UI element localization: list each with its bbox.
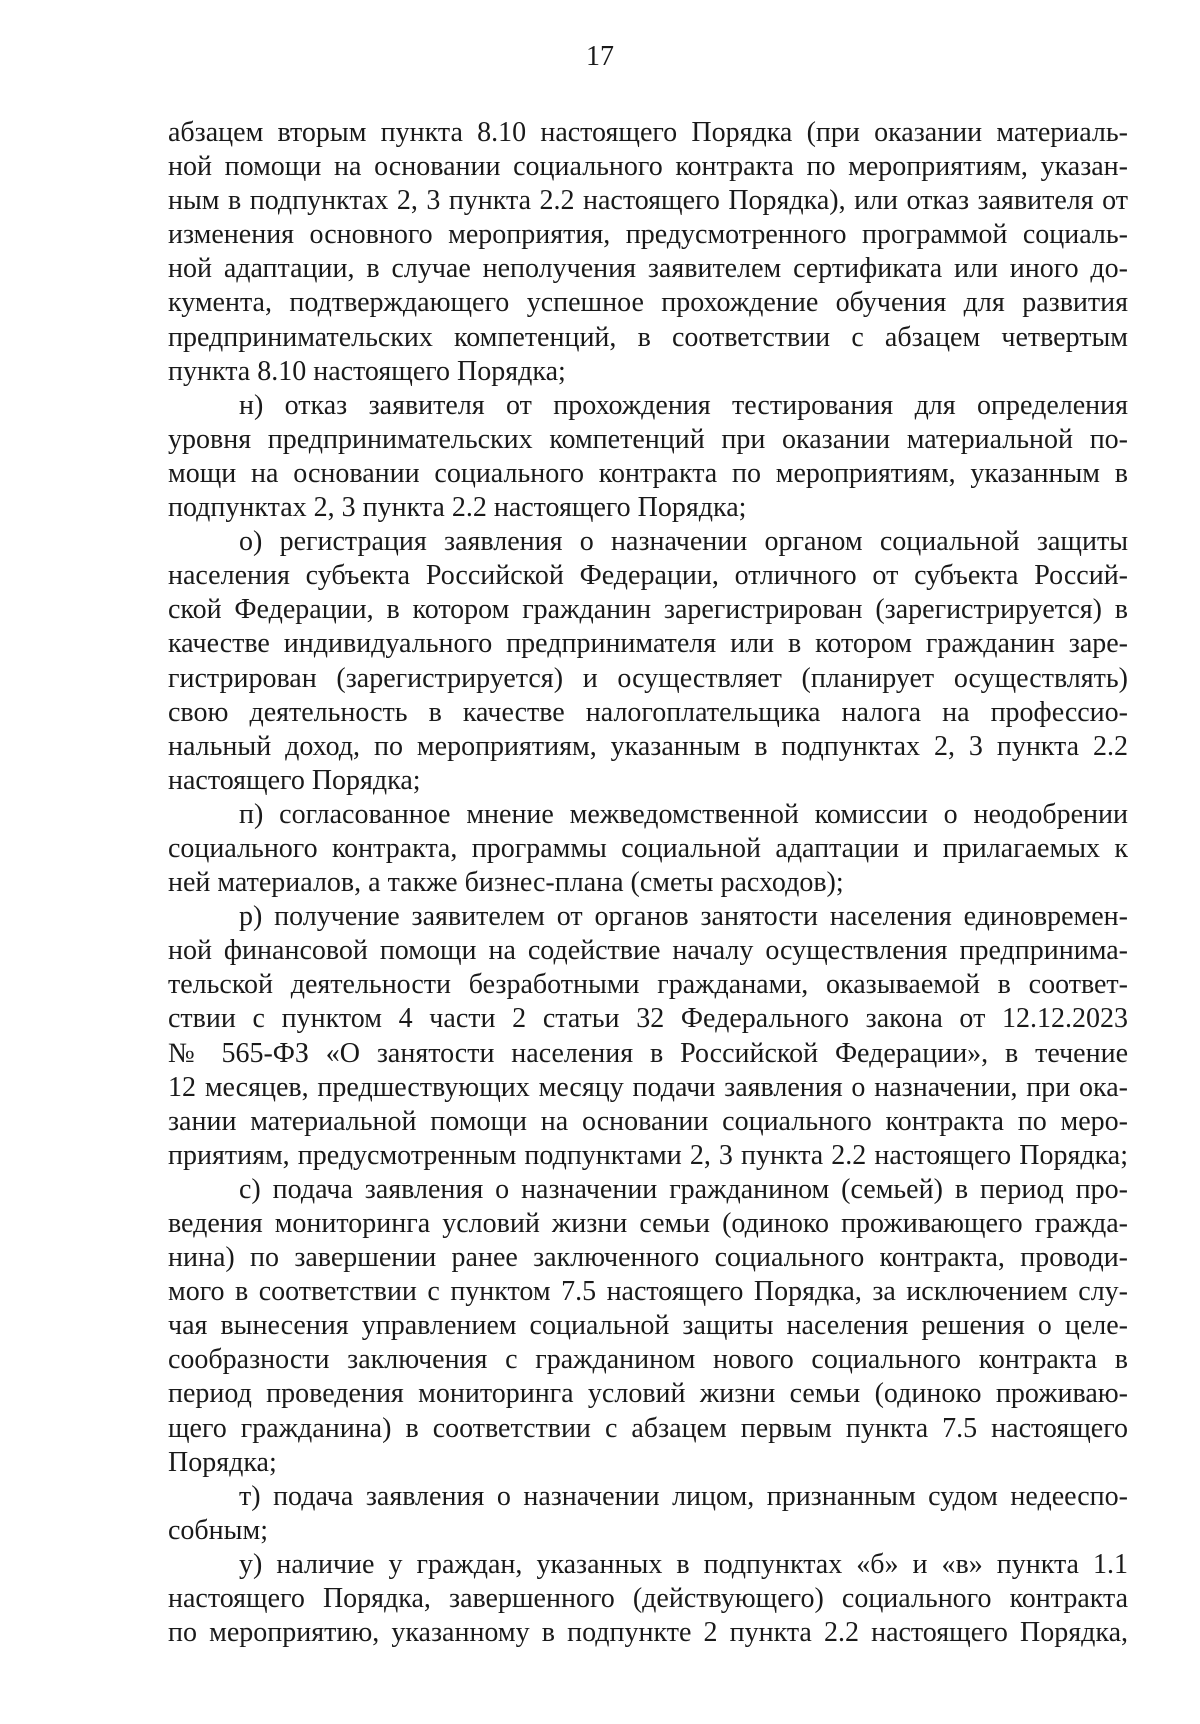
text-line: с) подача заявления о назначении гражданином (семьей) в период про- [239, 1173, 1128, 1205]
text-line: настоящего Порядка; [168, 764, 421, 796]
text-line: щего гражданина) в соответствии с абзацем первым пункта 7.5 настоящего [168, 1412, 1128, 1444]
text-line: предпринимательских компетенций, в соответствии с абзацем четвертым [168, 321, 1128, 353]
text-line: о) регистрация заявления о назначении органом социальной защиты [239, 526, 1128, 558]
text-line: ведения мониторинга условий жизни семьи (одиноко проживающего гражда- [168, 1208, 1128, 1239]
text-line: приятиям, предусмотренным подпунктами 2, 3 пункта 2.2 настоящего Порядка; [168, 1139, 1128, 1171]
text-line: 12 месяцев, предшествующих месяцу подачи заявления о назначении, при ока- [168, 1071, 1128, 1103]
text-line: тельской деятельности безработными гражданами, оказываемой в соответ- [168, 969, 1128, 1001]
document-body [168, 116, 1128, 1650]
text-line: изменения основного мероприятия, предусмотренного программой социаль- [168, 219, 1128, 251]
text-line: подпунктах 2, 3 пункта 2.2 настоящего Порядка; [168, 492, 747, 524]
text-line: собным; [168, 1514, 268, 1546]
text-line: т) подача заявления о назначении лицом, признанным судом недееспо- [239, 1480, 1128, 1512]
text-line: ным в подпунктах 2, 3 пункта 2.2 настоящего Порядка), или отказ заявителя от [168, 185, 1128, 217]
text-line: социального контракта, программы социальной адаптации и прилагаемых к [168, 832, 1128, 864]
text-line: зании материальной помощи на основании социального контракта по меро- [168, 1105, 1128, 1137]
text-line: пункта 8.10 настоящего Порядка; [168, 355, 566, 387]
text-line: кумента, подтверждающего успешное прохождение обучения для развития [168, 287, 1128, 319]
text-line: по мероприятию, указанному в подпункте 2 пункта 2.2 настоящего Порядка, [168, 1617, 1128, 1649]
text-line: ной адаптации, в случае неполучения заявителем сертификата или иного до- [168, 253, 1128, 285]
text-line: ствии с пунктом 4 части 2 статьи 32 Федерального закона от 12.12.2023 [168, 1003, 1128, 1035]
text-line: настоящего Порядка, завершенного (действующего) социального контракта [168, 1583, 1128, 1615]
text-line: уровня предпринимательских компетенций при оказании материальной по- [168, 423, 1128, 455]
text-line: гистрирован (зарегистрируется) и осуществляет (планирует осуществлять) [168, 662, 1128, 694]
text-line: качестве индивидуального предпринимателя или в котором гражданин заре- [168, 628, 1128, 660]
text-line: ней материалов, а также бизнес-плана (сметы расходов); [168, 867, 844, 899]
text-line: р) получение заявителем от органов занятости населения единовремен- [239, 901, 1128, 933]
text-line: мого в соответствии с пунктом 7.5 настоящего Порядка, за исключением слу- [168, 1276, 1128, 1308]
text-line: ской Федерации, в котором гражданин зарегистрирован (зарегистрируется) в [168, 594, 1128, 626]
text-line: населения субъекта Российской Федерации, отличного от субъекта Россий- [168, 560, 1128, 592]
text-line: нальный доход, по мероприятиям, указанным в подпунктах 2, 3 пункта 2.2 [168, 730, 1128, 762]
text-line: п) согласованное мнение межведомственной комиссии о неодобрении [239, 798, 1128, 830]
paragraph-item-s [168, 1173, 1128, 1480]
paragraph-item-u [168, 1548, 1128, 1650]
text-line: свою деятельность в качестве налогоплательщика налога на профессио- [168, 696, 1128, 728]
text-line: у) наличие у граждан, указанных в подпунктах «б» и «в» пункта 1.1 [239, 1548, 1128, 1580]
text-line: нина) по завершении ранее заключенного социального контракта, проводи- [168, 1242, 1128, 1274]
text-line: сообразности заключения с гражданином нового социального контракта в [168, 1344, 1128, 1376]
paragraph-continuation [168, 116, 1128, 389]
text-line: Порядка; [168, 1446, 277, 1478]
paragraph-item-o [168, 525, 1128, 798]
page-number: 17 [586, 41, 614, 72]
text-line: ной помощи на основании социального контракта по мероприятиям, указан- [168, 151, 1128, 183]
text-line: мощи на основании социального контракта по мероприятиям, указанным в [168, 457, 1128, 489]
paragraph-item-r [168, 900, 1128, 1173]
paragraph-item-n [168, 389, 1128, 525]
text-line: н) отказ заявителя от прохождения тестирования для определения [239, 389, 1128, 421]
paragraph-item-t [168, 1480, 1128, 1548]
paragraph-item-p [168, 798, 1128, 900]
text-line: абзацем вторым пункта 8.10 настоящего Порядка (при оказании материаль- [168, 117, 1128, 148]
text-line: № 565-ФЗ «О занятости населения в Российской Федерации», в течение [168, 1037, 1128, 1069]
text-line: период проведения мониторинга условий жизни семьи (одиноко проживаю- [168, 1378, 1128, 1410]
text-line: чая вынесения управлением социальной защиты населения решения о целе- [168, 1310, 1128, 1342]
text-line: ной финансовой помощи на содействие началу осуществления предпринима- [168, 935, 1128, 967]
